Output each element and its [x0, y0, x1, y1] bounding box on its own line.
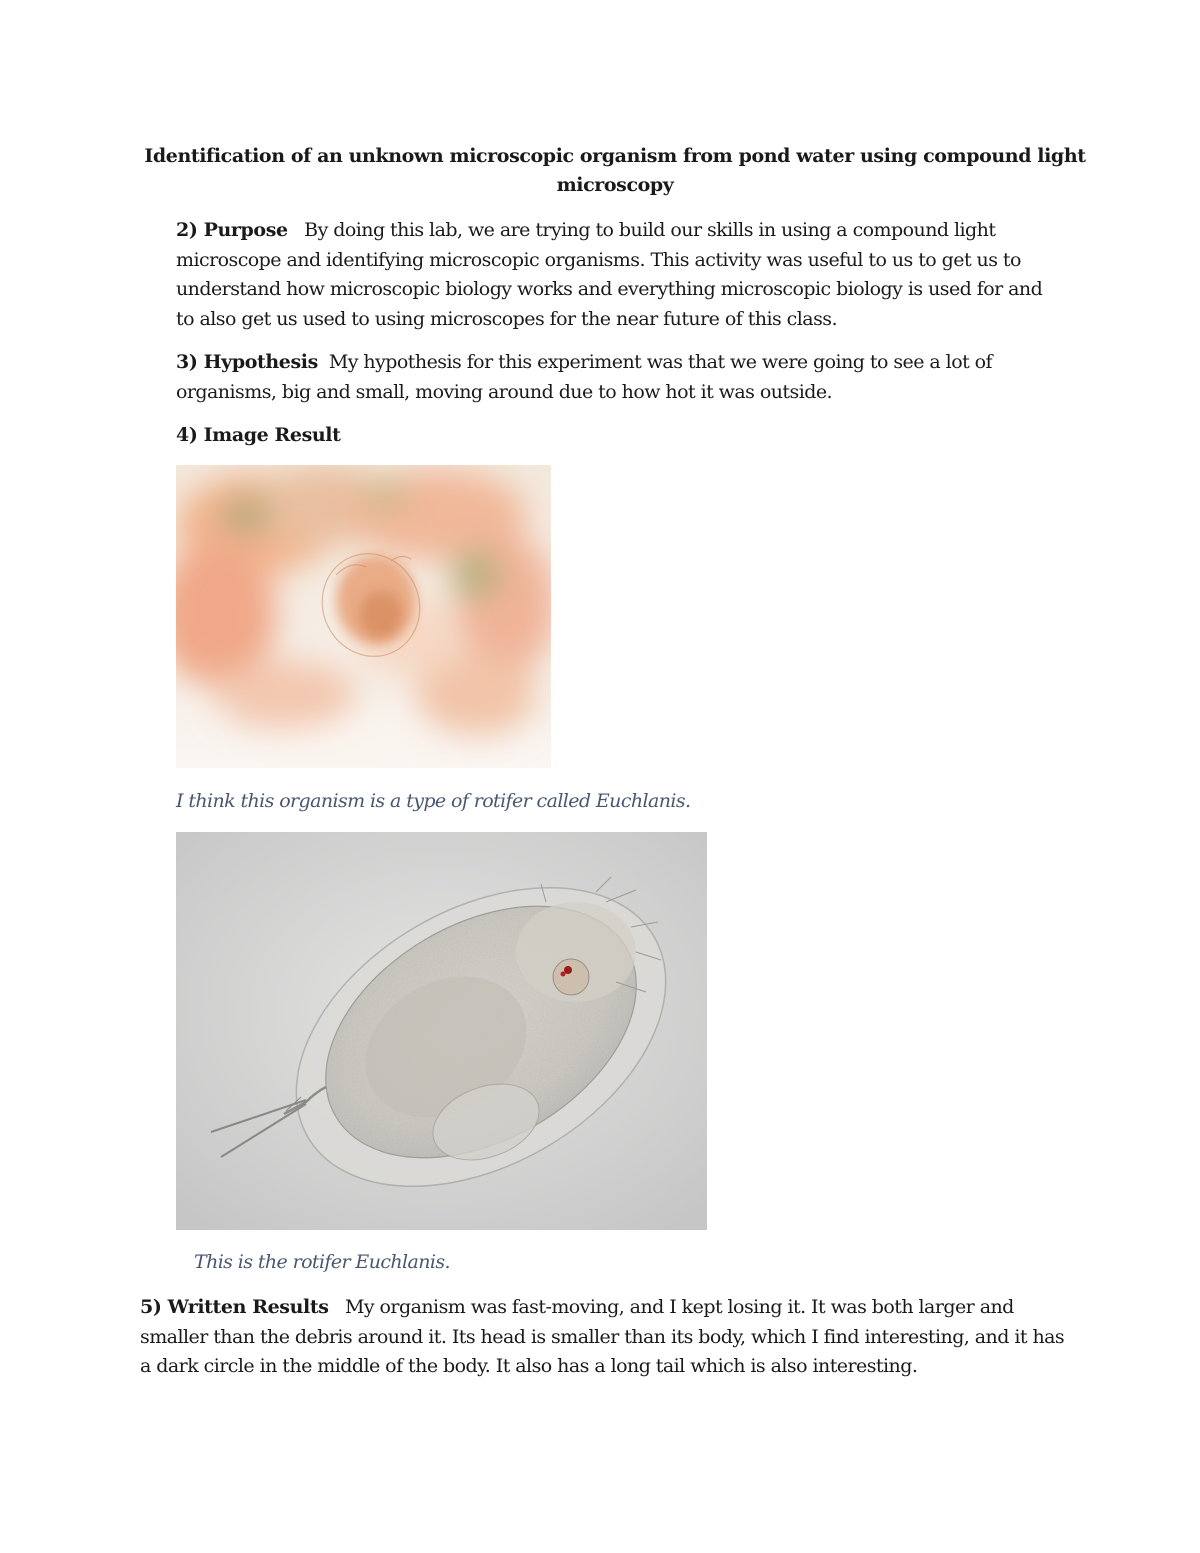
caption-reference-organism: This is the rotifer Euchlanis. [194, 1251, 450, 1273]
hypothesis-label: 3) Hypothesis [176, 351, 318, 373]
image-result-label: 4) Image Result [176, 424, 341, 446]
hypothesis-text: My hypothesis for this experiment was that we were going to see a lot of organisms, big and small, moving around due to how hot it was outside. [176, 351, 993, 403]
microscope-photo-observed [176, 465, 551, 768]
hypothesis-section [176, 348, 1061, 407]
purpose-text: By doing this lab, we are trying to build our skills in using a compound light microscope and identifying microscopic organisms. This activity was useful to us to get us to understand how microscopic biology works and everything microscopic biology is used for and to also get us used to using microscopes for the near future of this class. [176, 219, 1043, 330]
purpose-label: 2) Purpose [176, 219, 288, 241]
microscope-photo-reference [176, 832, 707, 1230]
written-results-text: My organism was fast-moving, and I kept losing it. It was both larger and smaller than the debris around it. Its head is smaller than its body, which I find interesting, and it has a dark circle in the middle of the body. It also has a long tail which is also interesting. [140, 1296, 1065, 1377]
purpose-section [176, 216, 1061, 334]
caption-observed-organism: I think this organism is a type of rotifer called Euchlanis. [176, 790, 691, 812]
written-results-section [140, 1293, 1065, 1382]
image-result-section [176, 421, 1076, 451]
written-results-label: 5) Written Results [140, 1296, 329, 1318]
document-title: Identification of an unknown microscopic organism from pond water using compound light microscopy [144, 145, 1086, 196]
